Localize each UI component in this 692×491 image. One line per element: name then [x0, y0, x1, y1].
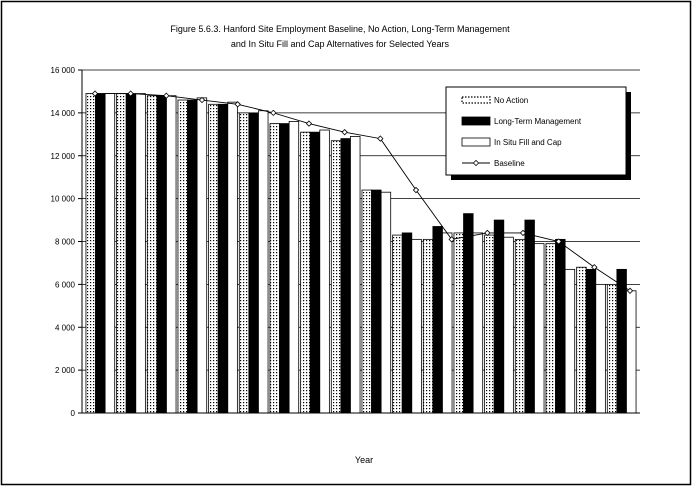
bar-dotted-18 [607, 284, 617, 413]
y-tick-label: 14 000 [50, 108, 75, 118]
legend-swatch-white [462, 138, 490, 146]
legend-swatch-black [462, 117, 490, 125]
bar-white-11 [412, 239, 422, 413]
bar-black-6 [249, 113, 259, 413]
y-tick-label: 4 000 [54, 323, 75, 333]
bar-dotted-14 [485, 235, 495, 413]
bar-black-5 [218, 104, 228, 413]
bar-dotted-10 [362, 190, 372, 413]
bar-dotted-6 [239, 113, 249, 413]
bar-white-1 [105, 94, 115, 413]
y-tick-label: 16 000 [50, 66, 75, 75]
bar-dotted-1 [86, 94, 96, 413]
bar-dotted-5 [209, 104, 219, 413]
bar-black-13 [464, 214, 474, 413]
bar-dotted-3 [147, 96, 157, 413]
bar-black-12 [433, 226, 443, 413]
legend-label: Long-Term Management [494, 117, 582, 126]
bar-black-2 [126, 94, 136, 413]
bar-white-15 [534, 244, 544, 413]
bar-dotted-15 [515, 239, 525, 413]
bar-white-9 [350, 136, 360, 413]
legend-label: Baseline [494, 159, 525, 168]
y-tick-label: 6 000 [54, 280, 75, 290]
bar-dotted-13 [454, 233, 464, 413]
chart-title-line1: Figure 5.6.3. Hanford Site Employment Baseline, No Action, Long-Term Management [170, 24, 510, 34]
bar-dotted-2 [117, 94, 127, 413]
bar-black-8 [310, 132, 320, 413]
bar-black-15 [525, 220, 535, 413]
legend-label: No Action [494, 96, 529, 105]
y-tick-label: 0 [70, 409, 75, 418]
bar-black-7 [280, 124, 290, 413]
bar-white-17 [596, 284, 606, 413]
bar-dotted-4 [178, 100, 188, 413]
bar-black-16 [556, 239, 566, 413]
legend-swatch-no-action [462, 97, 490, 103]
legend-label: In Situ Fill and Cap [494, 138, 562, 147]
y-tick-label: 8 000 [54, 237, 75, 247]
bar-dotted-17 [577, 267, 587, 413]
bar-black-9 [341, 139, 351, 413]
y-tick-label: 2 000 [54, 366, 75, 376]
bar-dotted-7 [270, 124, 280, 413]
legend [446, 87, 631, 180]
bar-white-2 [136, 94, 146, 413]
bar-white-5 [228, 102, 238, 413]
bar-black-11 [402, 233, 412, 413]
bar-black-17 [586, 269, 596, 413]
bar-white-10 [381, 192, 391, 413]
x-axis-label: Year [354, 455, 374, 465]
bar-dotted-16 [546, 244, 556, 413]
bar-dotted-8 [301, 132, 311, 413]
bar-white-7 [289, 121, 299, 413]
bar-black-14 [494, 220, 504, 413]
bar-white-13 [473, 233, 483, 413]
bar-white-3 [166, 96, 176, 413]
bar-dotted-9 [331, 141, 341, 413]
bar-white-18 [626, 291, 636, 413]
chart-title-line2: and In Situ Fill and Cap Alternatives for Selected Years [230, 39, 450, 49]
bar-white-6 [258, 111, 268, 413]
bar-white-14 [504, 237, 514, 413]
bar-black-18 [617, 269, 627, 413]
bar-dotted-12 [423, 239, 433, 413]
bar-dotted-11 [393, 235, 403, 413]
bar-black-3 [157, 96, 167, 413]
bar-black-1 [96, 94, 106, 413]
bar-white-4 [197, 98, 207, 413]
bar-white-8 [320, 130, 330, 413]
y-tick-label: 10 000 [50, 194, 75, 204]
y-tick-label: 12 000 [50, 151, 75, 161]
bar-black-4 [188, 100, 198, 413]
bar-black-10 [372, 190, 382, 413]
bar-white-12 [442, 233, 452, 413]
bar-white-16 [565, 269, 575, 413]
